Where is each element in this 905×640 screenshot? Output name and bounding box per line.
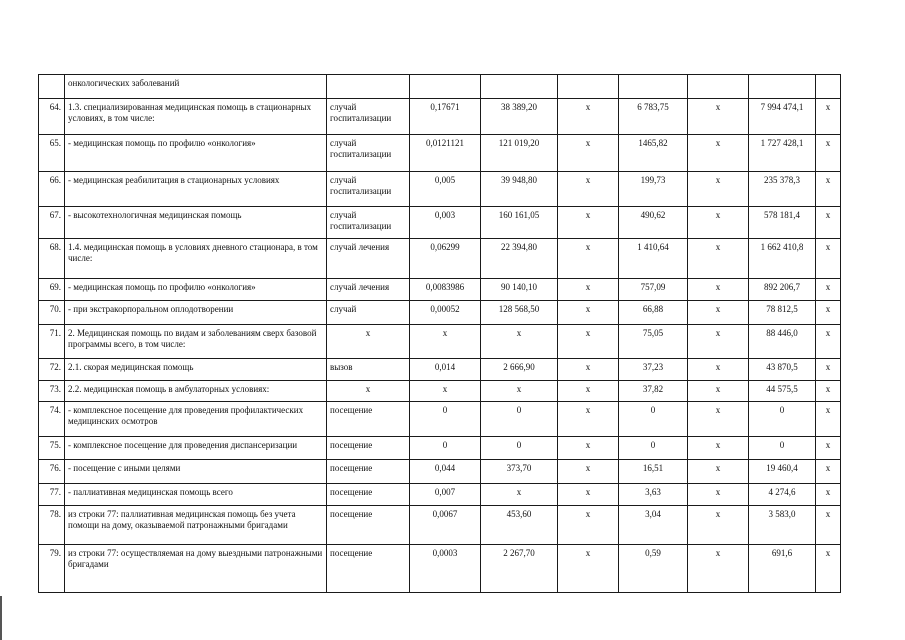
row-total-budget: х [688,325,749,359]
row-name: - паллиативная медицинская помощь всего [65,484,327,506]
row-volume: 0,17671 [410,99,481,135]
row-share: х [816,207,841,239]
row-total-oms: 43 870,5 [749,359,816,381]
row-total-oms: 44 575,5 [749,381,816,402]
row-unit-cost: 453,60 [481,506,558,545]
row-per-capita-oms: 1 410,64 [619,239,688,279]
row-share: х [816,172,841,207]
row-total-oms: 0 [749,437,816,460]
row-total-budget: х [688,506,749,545]
row-name: 1.4. медицинская помощь в условиях дневного стационара, в том числе: [65,239,327,279]
row-per-capita-budget: х [558,460,619,484]
table-row [39,460,841,484]
row-unit-cost: 2 666,90 [481,359,558,381]
row-number [39,75,65,99]
row-per-capita-budget: х [558,381,619,402]
table-row [39,325,841,359]
row-per-capita-oms: 66,88 [619,301,688,325]
row-unit: посещение [327,506,410,545]
program-cost-table [38,74,841,593]
table-row [39,207,841,239]
row-name: 2.1. скорая медицинская помощь [65,359,327,381]
row-unit: посещение [327,460,410,484]
row-name: - комплексное посещение для проведения диспансеризации [65,437,327,460]
row-volume: 0,044 [410,460,481,484]
row-unit-cost: 128 568,50 [481,301,558,325]
row-total-budget [688,75,749,99]
row-unit-cost [481,75,558,99]
row-per-capita-budget: х [558,239,619,279]
row-per-capita-oms: 16,51 [619,460,688,484]
row-per-capita-budget: х [558,325,619,359]
row-per-capita-oms [619,75,688,99]
row-share: х [816,437,841,460]
table-row [39,402,841,437]
row-unit-cost: х [481,484,558,506]
row-number: 68. [39,239,65,279]
row-total-oms: 4 274,6 [749,484,816,506]
table-row [39,359,841,381]
row-per-capita-oms: 0,59 [619,545,688,593]
row-unit-cost: 38 389,20 [481,99,558,135]
table-row [39,135,841,172]
row-per-capita-budget: х [558,359,619,381]
row-volume: 0,005 [410,172,481,207]
row-volume: 0,0067 [410,506,481,545]
row-per-capita-budget: х [558,207,619,239]
row-total-oms: 0 [749,402,816,437]
row-number: 69. [39,279,65,301]
row-volume: 0,007 [410,484,481,506]
row-total-budget: х [688,301,749,325]
row-volume: 0,00052 [410,301,481,325]
row-unit: посещение [327,402,410,437]
row-number: 72. [39,359,65,381]
row-number: 64. [39,99,65,135]
row-per-capita-oms: 3,04 [619,506,688,545]
row-total-oms: 691,6 [749,545,816,593]
row-volume: х [410,381,481,402]
row-unit-cost: 121 019,20 [481,135,558,172]
row-unit-cost: 90 140,10 [481,279,558,301]
row-number: 76. [39,460,65,484]
row-total-oms: 892 206,7 [749,279,816,301]
table-row [39,75,841,99]
table-row [39,506,841,545]
row-number: 73. [39,381,65,402]
row-per-capita-oms: 6 783,75 [619,99,688,135]
row-name: - при экстракорпоральном оплодотворении [65,301,327,325]
row-unit-cost: 160 161,05 [481,207,558,239]
row-unit-cost: х [481,381,558,402]
table-row [39,484,841,506]
row-unit: случай лечения [327,279,410,301]
row-unit-cost: 373,70 [481,460,558,484]
row-total-budget: х [688,545,749,593]
row-share: х [816,381,841,402]
row-share: х [816,402,841,437]
row-name: - медицинская помощь по профилю «онкология» [65,135,327,172]
row-total-oms: 578 181,4 [749,207,816,239]
row-per-capita-oms: 37,82 [619,381,688,402]
row-share: х [816,135,841,172]
row-per-capita-budget: х [558,484,619,506]
row-unit-cost: 0 [481,402,558,437]
row-name: - высокотехнологичная медицинская помощь [65,207,327,239]
row-per-capita-oms: 757,09 [619,279,688,301]
row-total-budget: х [688,99,749,135]
page-edge-mark [0,596,2,640]
row-share: х [816,460,841,484]
row-number: 77. [39,484,65,506]
row-number: 67. [39,207,65,239]
row-per-capita-budget [558,75,619,99]
row-share: х [816,325,841,359]
row-per-capita-budget: х [558,506,619,545]
row-number: 74. [39,402,65,437]
row-name: из строки 77: паллиативная медицинская помощь без учета помощи на дому, оказываемой патронажными бригадами [65,506,327,545]
row-name: 1.3. специализированная медицинская помощь в стационарных условиях, в том числе: [65,99,327,135]
row-total-budget: х [688,172,749,207]
row-total-budget: х [688,279,749,301]
row-share: х [816,99,841,135]
row-volume [410,75,481,99]
row-total-oms: 235 378,3 [749,172,816,207]
table-row [39,437,841,460]
row-per-capita-budget: х [558,172,619,207]
row-unit: случай [327,301,410,325]
row-unit: х [327,325,410,359]
row-unit: вызов [327,359,410,381]
row-total-budget: х [688,207,749,239]
row-share: х [816,484,841,506]
row-total-oms: 88 446,0 [749,325,816,359]
row-per-capita-budget: х [558,437,619,460]
row-total-oms: 1 662 410,8 [749,239,816,279]
row-total-oms: 7 994 474,1 [749,99,816,135]
row-total-budget: х [688,135,749,172]
row-unit: посещение [327,484,410,506]
table-body [39,75,841,593]
row-name: - медицинская помощь по профилю «онкология» [65,279,327,301]
row-share: х [816,359,841,381]
row-volume: 0 [410,437,481,460]
row-unit: случай госпитализации [327,135,410,172]
row-volume: 0,0121121 [410,135,481,172]
row-unit-cost: х [481,325,558,359]
row-unit: случай госпитализации [327,172,410,207]
row-total-budget: х [688,484,749,506]
table-row [39,545,841,593]
row-share: х [816,506,841,545]
row-per-capita-oms: 1465,82 [619,135,688,172]
row-total-budget: х [688,437,749,460]
row-unit: посещение [327,437,410,460]
row-number: 75. [39,437,65,460]
row-total-oms: 1 727 428,1 [749,135,816,172]
row-per-capita-budget: х [558,279,619,301]
row-total-budget: х [688,359,749,381]
row-volume: х [410,325,481,359]
row-share [816,75,841,99]
row-unit-cost: 22 394,80 [481,239,558,279]
row-name: 2. Медицинская помощь по видам и заболеваниям сверх базовой программы всего, в том числе: [65,325,327,359]
row-name: из строки 77: осуществляемая на дому выездными патронажными бригадами [65,545,327,593]
row-number: 79. [39,545,65,593]
row-unit-cost: 2 267,70 [481,545,558,593]
row-unit: посещение [327,545,410,593]
row-total-budget: х [688,460,749,484]
table-row [39,279,841,301]
table-row [39,239,841,279]
row-per-capita-oms: 0 [619,437,688,460]
row-per-capita-budget: х [558,301,619,325]
table-row [39,381,841,402]
row-share: х [816,545,841,593]
row-name: - медицинская реабилитация в стационарных условиях [65,172,327,207]
table-row [39,172,841,207]
row-per-capita-oms: 0 [619,402,688,437]
row-per-capita-oms: 3,63 [619,484,688,506]
row-volume: 0,0003 [410,545,481,593]
row-volume: 0,014 [410,359,481,381]
row-per-capita-oms: 199,73 [619,172,688,207]
row-unit: х [327,381,410,402]
row-name: - комплексное посещение для проведения профилактических медицинских осмотров [65,402,327,437]
row-share: х [816,239,841,279]
row-name: - посещение с иными целями [65,460,327,484]
row-number: 65. [39,135,65,172]
row-volume: 0 [410,402,481,437]
row-total-oms: 19 460,4 [749,460,816,484]
row-total-budget: х [688,402,749,437]
row-per-capita-oms: 490,62 [619,207,688,239]
row-per-capita-budget: х [558,99,619,135]
table-row [39,301,841,325]
row-per-capita-budget: х [558,402,619,437]
row-unit-cost: 39 948,80 [481,172,558,207]
row-number: 70. [39,301,65,325]
row-name: онкологических заболеваний [65,75,327,99]
row-total-oms [749,75,816,99]
row-per-capita-oms: 75,05 [619,325,688,359]
row-name: 2.2. медицинская помощь в амбулаторных условиях: [65,381,327,402]
row-number: 71. [39,325,65,359]
row-total-oms: 3 583,0 [749,506,816,545]
row-volume: 0,0083986 [410,279,481,301]
row-per-capita-budget: х [558,545,619,593]
row-per-capita-budget: х [558,135,619,172]
row-unit-cost: 0 [481,437,558,460]
row-volume: 0,06299 [410,239,481,279]
table-row [39,99,841,135]
row-total-oms: 78 812,5 [749,301,816,325]
row-number: 66. [39,172,65,207]
row-unit: случай лечения [327,239,410,279]
row-per-capita-oms: 37,23 [619,359,688,381]
row-total-budget: х [688,239,749,279]
row-unit [327,75,410,99]
row-total-budget: х [688,381,749,402]
row-unit: случай госпитализации [327,99,410,135]
row-share: х [816,279,841,301]
row-number: 78. [39,506,65,545]
row-unit: случай госпитализации [327,207,410,239]
row-volume: 0,003 [410,207,481,239]
row-share: х [816,301,841,325]
